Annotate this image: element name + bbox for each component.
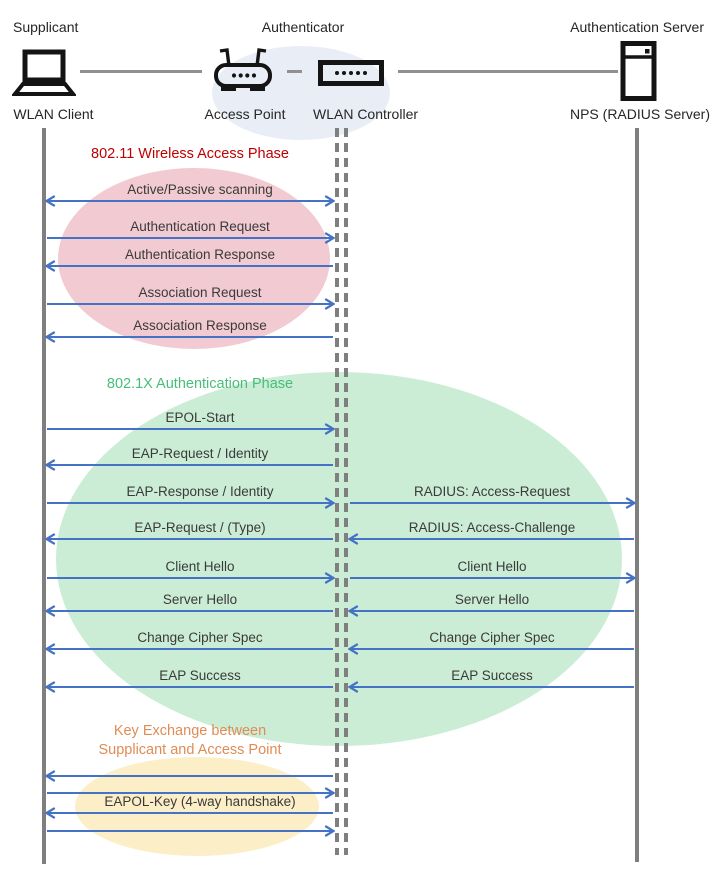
message-label: EPOL-Start	[165, 410, 235, 425]
message-label: Association Request	[138, 285, 262, 300]
message-label: Client Hello	[165, 559, 235, 574]
message-label: Change Cipher Spec	[429, 630, 555, 645]
message-label: EAP Success	[451, 668, 533, 683]
message-label: EAP Success	[159, 668, 241, 683]
auth-server-role-label: Authentication Server	[570, 19, 704, 35]
access-point-label: Access Point	[204, 106, 286, 122]
message-label: RADIUS: Access-Challenge	[408, 520, 576, 535]
message-label: EAP-Request / (Type)	[134, 520, 266, 535]
message-label: EAPOL-Key (4-way handshake)	[104, 794, 296, 809]
authenticator-role-label: Authenticator	[261, 19, 345, 35]
message-label: EAP-Response / Identity	[126, 484, 274, 499]
message-label: Client Hello	[457, 559, 527, 574]
phase3-title-line2: Supplicant and Access Point	[98, 742, 282, 758]
message-label: Authentication Request	[130, 219, 270, 234]
supplicant-role-label: Supplicant	[13, 19, 79, 35]
message-label: Authentication Response	[124, 247, 276, 262]
message-label: Server Hello	[454, 592, 530, 607]
message-label: Server Hello	[162, 592, 238, 607]
phase1-title: 802.11 Wireless Access Phase	[91, 146, 289, 162]
wlan-client-label: WLAN Client	[13, 106, 94, 122]
wlan-controller-label: WLAN Controller	[312, 106, 419, 122]
phase2-title: 802.1X Authentication Phase	[106, 376, 294, 392]
message-label: EAP-Request / Identity	[131, 446, 269, 461]
message-label: RADIUS: Access-Request	[413, 484, 571, 499]
message-label: Association Response	[133, 318, 267, 333]
message-label: Change Cipher Spec	[137, 630, 263, 645]
phase3-title-line1: Key Exchange between	[113, 723, 267, 739]
message-label: Active/Passive scanning	[127, 182, 273, 197]
nps-radius-server-label: NPS (RADIUS Server)	[569, 106, 711, 122]
